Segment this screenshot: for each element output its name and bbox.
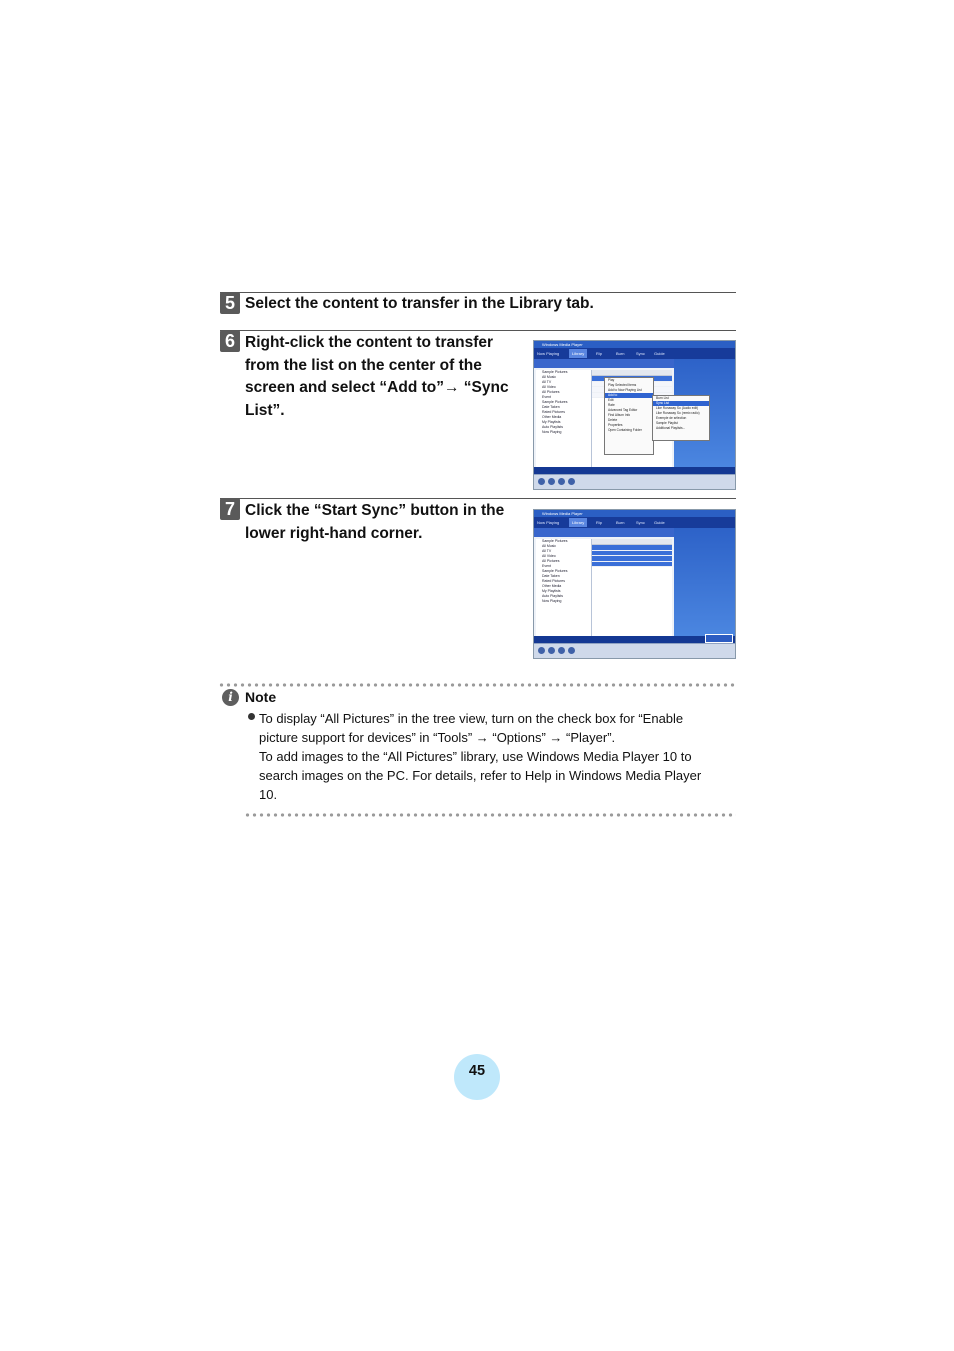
tab-guide: Guide — [654, 351, 665, 356]
wmp-screenshot-context-menu — [533, 340, 736, 490]
submenu-item: Like Runaway So (Audio edit) — [656, 406, 698, 410]
tab-sync: Sync — [636, 520, 645, 525]
context-menu-item: Properties — [608, 423, 623, 427]
step-divider — [220, 498, 736, 499]
sync-list-pane — [674, 528, 735, 636]
page-number: 45 — [454, 1054, 500, 1100]
step-text-line: Click the “Start Sync” button in the — [245, 502, 505, 519]
context-menu-item: Add to Now Playing List — [608, 388, 642, 392]
wmp-screenshot-start-sync — [533, 509, 736, 659]
tab-sync: Sync — [636, 351, 645, 356]
tree-item: Sample Pictures — [542, 539, 568, 543]
tree-item: Date Taken — [542, 574, 560, 578]
step-text — [245, 293, 594, 316]
submenu-item: Additional Playlists... — [656, 426, 686, 430]
start-sync-button-highlight — [705, 634, 733, 643]
submenu-item-sync-list: Sync List — [653, 401, 709, 406]
tab-guide: Guide — [654, 520, 665, 525]
note-body — [259, 709, 739, 804]
note-title: Note — [245, 689, 277, 705]
step-text-line: Right-click the content to transfer — [245, 334, 494, 351]
tree-item: Sample Pictures — [542, 400, 568, 404]
context-menu-item: Play Selected Items — [608, 383, 637, 387]
step-text — [245, 500, 504, 545]
tab-library: Library — [569, 518, 587, 527]
wmp-player-controls — [534, 643, 735, 658]
bullet-icon — [248, 713, 255, 720]
context-menu-item: Edit — [608, 398, 614, 402]
note-line: search images on the PC. For details, refer to Help in Windows Media Player — [259, 768, 702, 783]
tree-item: All Music — [542, 375, 557, 379]
tree-item: All Pictures — [542, 390, 560, 394]
context-menu-item: Find Album Info — [608, 413, 631, 417]
content-list — [592, 539, 672, 636]
step-text-line: from the list on the center of the — [245, 356, 482, 374]
tab-now-playing: Now Playing — [537, 351, 560, 356]
tree-item: Now Playing — [542, 430, 562, 434]
tree-item: Rated Pictures — [542, 579, 565, 583]
info-icon: i — [222, 689, 239, 706]
tree-item: All TV — [542, 549, 552, 553]
tree-item: My Playlists — [542, 420, 561, 424]
tab-now-playing: Now Playing — [537, 520, 560, 525]
note-top-dotted-rule — [218, 683, 736, 687]
tree-item: All Music — [542, 544, 557, 548]
step-text-line: screen and select “Add to”→ “Sync — [245, 379, 509, 396]
tab-burn: Burn — [616, 520, 625, 525]
tab-rip: Rip — [596, 351, 603, 356]
note-line: To add images to the “All Pictures” library, use Windows Media Player 10 to — [259, 749, 692, 764]
tab-library: Library — [569, 349, 587, 358]
context-menu — [604, 377, 654, 455]
wmp-titlebar: Windows Media Player — [534, 510, 735, 517]
wmp-titlebar: Windows Media Player — [534, 341, 735, 348]
library-tree — [536, 370, 592, 467]
tree-item: My Playlists — [542, 589, 561, 593]
note-bottom-dotted-rule — [244, 813, 736, 817]
tree-item: Other Media — [542, 415, 562, 419]
step-text — [245, 332, 509, 422]
note-line: To display “All Pictures” in the tree view, turn on the check box for “Enable — [259, 711, 684, 726]
wmp-player-controls — [534, 474, 735, 489]
step-number-badge: 7 — [220, 498, 240, 520]
submenu-item: Exemple de sélection — [656, 416, 687, 420]
tree-item: All Video — [542, 554, 556, 558]
context-menu-item: Play — [608, 378, 615, 382]
tree-item: Other Media — [542, 584, 562, 588]
add-to-submenu — [652, 395, 710, 441]
note-line: 10. — [259, 787, 278, 802]
step-number-badge: 5 — [220, 292, 240, 314]
step-text-line: List”. — [245, 401, 285, 419]
tree-item: Sample Pictures — [542, 569, 568, 573]
tree-item: All Pictures — [542, 559, 560, 563]
tab-burn: Burn — [616, 351, 625, 356]
context-menu-item: Delete — [608, 418, 618, 422]
submenu-item: Burn List — [656, 396, 669, 400]
tree-item: Sample Pictures — [542, 370, 568, 374]
library-tree — [536, 539, 592, 636]
step-number-badge: 6 — [220, 330, 240, 352]
step-7 — [220, 498, 736, 660]
tree-item: Rated Pictures — [542, 410, 565, 414]
tab-rip: Rip — [596, 520, 603, 525]
wmp-navbar — [534, 348, 735, 359]
tree-item: Event — [542, 395, 551, 399]
step-text-line: Select the content to transfer in the Library tab. — [245, 295, 594, 312]
step-6 — [220, 330, 736, 490]
wmp-navbar — [534, 517, 735, 528]
context-menu-item: Advanced Tag Editor — [608, 408, 638, 412]
tree-item: Auto Playlists — [542, 425, 564, 429]
step-text-line: lower right-hand corner. — [245, 524, 423, 542]
tree-item: Event — [542, 564, 551, 568]
context-menu-item-add-to: Add to — [605, 393, 653, 398]
step-divider — [220, 330, 736, 331]
tree-item: Auto Playlists — [542, 594, 564, 598]
step-5 — [220, 292, 736, 322]
submenu-item: Like Runaway So (remix radio) — [656, 411, 700, 415]
note-line: picture support for devices” in “Tools” → “Options” → “Player”. — [259, 730, 616, 745]
tree-item: Date Taken — [542, 405, 560, 409]
context-menu-item: Rate — [608, 403, 615, 407]
context-menu-item: Open Containing Folder — [608, 428, 642, 432]
submenu-item: Sample Playlist — [656, 421, 678, 425]
tree-item: Now Playing — [542, 599, 562, 603]
tree-item: All Video — [542, 385, 556, 389]
tree-item: All TV — [542, 380, 552, 384]
